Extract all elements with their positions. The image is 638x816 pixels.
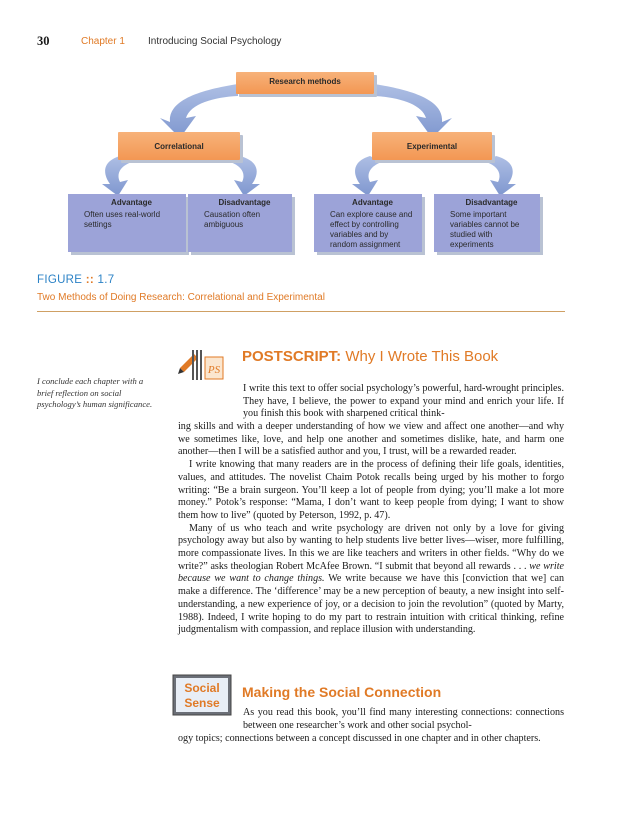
page-number: 30 — [37, 34, 50, 48]
postscript-paragraph-1-rest: ing skills and with a deeper understanding of how we view and affect one another—and why we sometimes like, love, and help one another and sometimes dislike, hate, and harm one another—then I will be a satisfied author and you, I trust, will be a rewarded reader. — [178, 421, 564, 458]
social-connection-paragraph-rest: ogy topics; connections between a concept discussed in one chapter and in other chapters. — [178, 733, 541, 744]
postscript-paragraph-3: Many of us who teach and write psychology are driven not only by a love for giving psychology away but also by wanting to help students live better lives—wiser, more fulfilling, more compassionate lives. In this we are like teachers and writers in other fields. “Why do we write?” asks theologian Robert McAfee Brown. “I submit that beyond all rewards . . . we write because we want to change things. We write because we have this [conviction that we] can make a difference. The ‘difference’ may be a new perception of beauty, a new insight into self-understanding, a new experience of joy, or a decision to join the revolution” (quoted by Marty, 1988). Indeed, I write hoping to do my part to restrain intuition with critical thinking, refine judgmentalism with compassion, and replace illusion with understanding. — [178, 522, 564, 636]
figure-word: FIGURE — [37, 274, 83, 286]
experimental-disadvantage-text: Some important variables cannot be studied with experiments — [450, 210, 520, 249]
arrow-exp-to-adv — [352, 156, 382, 196]
experimental-disadvantage-box — [434, 194, 540, 252]
arrow-corr-to-adv — [102, 156, 132, 196]
experimental-advantage-title: Advantage — [352, 198, 393, 207]
arrow-root-to-experimental — [374, 84, 452, 138]
figure-caption: Two Methods of Doing Research: Correlational and Experimental — [37, 292, 325, 303]
figure-number: 1.7 — [97, 274, 115, 286]
social-sense-line2: Sense — [184, 696, 220, 710]
arrow-corr-to-disadv — [230, 156, 260, 196]
postscript-heading-rest: Why I Wrote This Book — [345, 348, 499, 365]
margin-note: I conclude each chapter with a brief reflection on social psychology’s human significance. — [37, 376, 153, 409]
correlational-advantage-box — [68, 194, 186, 252]
social-sense-line1: Social — [184, 681, 220, 695]
postscript-heading-bold: POSTSCRIPT: — [242, 348, 342, 365]
figure-separator: :: — [85, 274, 95, 286]
postscript-paragraph-2: I write knowing that many readers are in the process of defining their life goals, identities, values, and attitudes. The novelist Chaim Potok recalls being urged by his mother to forgo writing: “Be a brain surgeon. You’ll keep a lot of people from dying; you’ll make a lot more money.” Potok’s response: “Mama, I don’t want to keep people from dying; I want to show them how to live” (quoted by Peterson, 1992, p. 47). — [178, 459, 564, 521]
correlational-label: Correlational — [154, 142, 204, 151]
postscript-heading — [242, 348, 498, 365]
arrow-root-to-correlational — [160, 84, 238, 138]
figure-divider — [37, 311, 565, 312]
running-title: Introducing Social Psychology — [148, 36, 282, 47]
arrow-exp-to-disadv — [486, 156, 516, 196]
correlational-advantage-text: Often uses real-world settings — [84, 210, 161, 229]
experimental-advantage-text: Can explore cause and effect by controlling variables and by random assignment — [330, 210, 413, 249]
correlational-disadvantage-title: Disadvantage — [218, 198, 271, 207]
experimental-disadvantage-title: Disadvantage — [465, 198, 518, 207]
experimental-box — [372, 132, 492, 160]
figure-label — [37, 274, 114, 286]
social-sense-icon — [172, 674, 232, 714]
correlational-disadvantage-text: Causation often ambiguous — [204, 210, 261, 229]
experimental-advantage-box — [314, 194, 422, 252]
experimental-label: Experimental — [406, 142, 458, 151]
social-connection-heading: Making the Social Connection — [242, 684, 442, 700]
research-methods-box — [236, 72, 374, 94]
correlational-disadvantage-box — [188, 194, 292, 252]
research-methods-label: Research methods — [269, 77, 341, 86]
postscript-body — [178, 421, 564, 637]
chapter-label: Chapter 1 — [81, 36, 125, 47]
ps-icon-text: PS — [207, 364, 221, 376]
postscript-paragraph-1-top: I write this text to offer social psychology’s powerful, hard-wrought principles. They have, I believe, the power to expand your mind and enrich your life. If you finish this book with sharpened critical think- — [243, 383, 564, 420]
correlational-advantage-title: Advantage — [111, 198, 152, 207]
correlational-box — [118, 132, 240, 160]
postscript-pen-icon — [178, 348, 224, 384]
social-connection-paragraph-top: As you read this book, you’ll find many interesting connections: connections between one researcher’s work and other social psychol- — [243, 707, 564, 731]
